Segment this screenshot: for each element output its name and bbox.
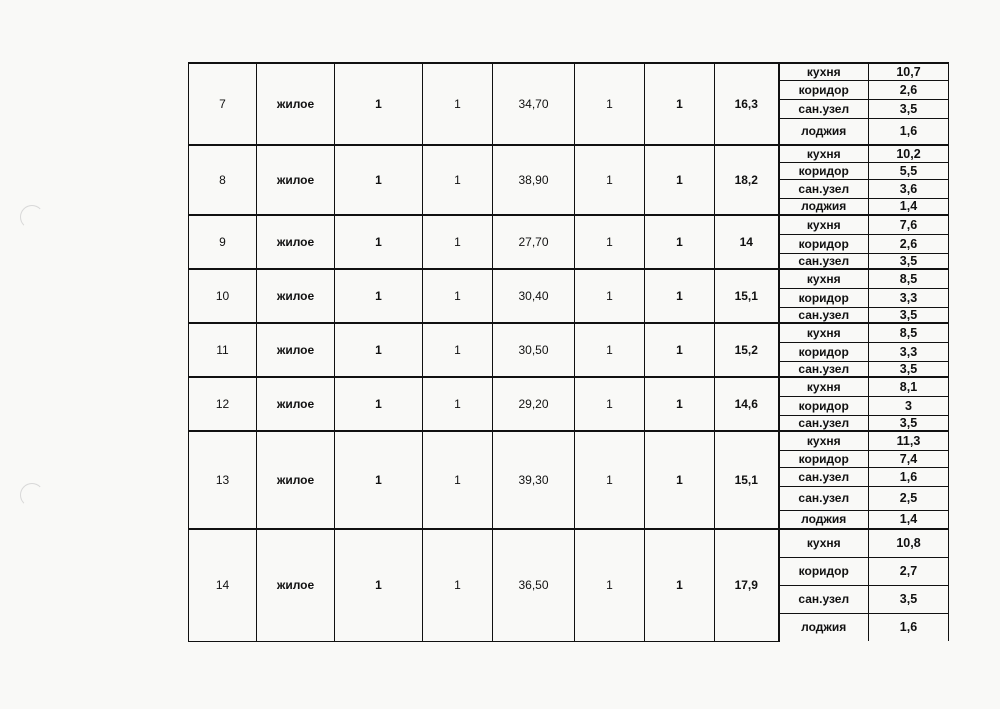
col6-value: 1	[575, 529, 645, 641]
table-row	[189, 215, 949, 234]
living-area: 15,2	[715, 323, 779, 377]
col6-value: 1	[575, 323, 645, 377]
room-area: 3,5	[869, 307, 949, 323]
total-area: 36,50	[493, 529, 575, 641]
room-name: сан.узел	[779, 585, 869, 613]
col7-value: 1	[645, 431, 715, 529]
apartment-number: 13	[189, 431, 257, 529]
col4-value: 1	[423, 431, 493, 529]
room-name: кухня	[779, 269, 869, 288]
room-name: кухня	[779, 63, 869, 80]
room-area: 3,5	[869, 361, 949, 377]
apartment-type: жилое	[257, 63, 335, 145]
apartment-type: жилое	[257, 145, 335, 215]
room-name: лоджия	[779, 198, 869, 215]
room-name: коридор	[779, 396, 869, 415]
punch-hole-top	[20, 205, 44, 229]
room-area: 11,3	[869, 431, 949, 450]
room-area: 2,6	[869, 234, 949, 253]
room-area: 8,5	[869, 323, 949, 342]
punch-hole-bottom	[20, 483, 44, 507]
living-area: 15,1	[715, 269, 779, 323]
table-row	[189, 431, 949, 450]
room-name: коридор	[779, 80, 869, 99]
total-area: 30,50	[493, 323, 575, 377]
col4-value: 1	[423, 377, 493, 431]
apartment-number: 10	[189, 269, 257, 323]
room-name: кухня	[779, 145, 869, 162]
apartment-number: 11	[189, 323, 257, 377]
table-row	[189, 323, 949, 342]
col7-value: 1	[645, 269, 715, 323]
apartment-type: жилое	[257, 431, 335, 529]
room-area: 1,6	[869, 118, 949, 145]
apartment-type: жилое	[257, 529, 335, 641]
room-area: 1,4	[869, 510, 949, 529]
room-name: коридор	[779, 234, 869, 253]
col7-value: 1	[645, 145, 715, 215]
room-name: коридор	[779, 450, 869, 467]
living-area: 17,9	[715, 529, 779, 641]
room-name: коридор	[779, 342, 869, 361]
apartment-number: 8	[189, 145, 257, 215]
apartments-table	[188, 62, 949, 642]
col7-value: 1	[645, 215, 715, 269]
col4-value: 1	[423, 63, 493, 145]
room-name: сан.узел	[779, 361, 869, 377]
table-row	[189, 269, 949, 288]
table-row	[189, 377, 949, 396]
table-row	[189, 145, 949, 162]
room-area: 3,3	[869, 288, 949, 307]
room-area: 3	[869, 396, 949, 415]
room-name: коридор	[779, 162, 869, 179]
total-area: 38,90	[493, 145, 575, 215]
room-name: лоджия	[779, 510, 869, 529]
room-area: 7,6	[869, 215, 949, 234]
room-name: кухня	[779, 323, 869, 342]
col3-value: 1	[335, 529, 423, 641]
col7-value: 1	[645, 377, 715, 431]
room-name: сан.узел	[779, 486, 869, 510]
col6-value: 1	[575, 431, 645, 529]
room-area: 5,5	[869, 162, 949, 179]
living-area: 18,2	[715, 145, 779, 215]
col3-value: 1	[335, 215, 423, 269]
room-area: 10,2	[869, 145, 949, 162]
col7-value: 1	[645, 323, 715, 377]
room-area: 3,5	[869, 415, 949, 431]
col3-value: 1	[335, 269, 423, 323]
total-area: 39,30	[493, 431, 575, 529]
apartment-number: 14	[189, 529, 257, 641]
col3-value: 1	[335, 431, 423, 529]
room-area: 3,5	[869, 585, 949, 613]
total-area: 34,70	[493, 63, 575, 145]
room-name: сан.узел	[779, 179, 869, 198]
col4-value: 1	[423, 215, 493, 269]
room-area: 7,4	[869, 450, 949, 467]
col4-value: 1	[423, 145, 493, 215]
col6-value: 1	[575, 269, 645, 323]
apartment-type: жилое	[257, 215, 335, 269]
col3-value: 1	[335, 63, 423, 145]
apartment-type: жилое	[257, 323, 335, 377]
col6-value: 1	[575, 145, 645, 215]
col6-value: 1	[575, 63, 645, 145]
col4-value: 1	[423, 269, 493, 323]
living-area: 14,6	[715, 377, 779, 431]
room-area: 1,6	[869, 467, 949, 486]
room-name: коридор	[779, 557, 869, 585]
apartment-number: 7	[189, 63, 257, 145]
room-name: кухня	[779, 529, 869, 557]
room-area: 10,8	[869, 529, 949, 557]
room-area: 3,5	[869, 253, 949, 269]
table-row	[189, 63, 949, 80]
living-area: 15,1	[715, 431, 779, 529]
apartment-type: жилое	[257, 269, 335, 323]
room-area: 1,6	[869, 613, 949, 641]
room-area: 2,6	[869, 80, 949, 99]
col7-value: 1	[645, 63, 715, 145]
room-area: 1,4	[869, 198, 949, 215]
col6-value: 1	[575, 215, 645, 269]
room-name: кухня	[779, 377, 869, 396]
room-name: сан.узел	[779, 99, 869, 118]
apartment-number: 9	[189, 215, 257, 269]
room-area: 10,7	[869, 63, 949, 80]
room-name: сан.узел	[779, 253, 869, 269]
room-area: 3,3	[869, 342, 949, 361]
living-area: 14	[715, 215, 779, 269]
room-area: 8,1	[869, 377, 949, 396]
room-name: лоджия	[779, 613, 869, 641]
room-name: лоджия	[779, 118, 869, 145]
col4-value: 1	[423, 323, 493, 377]
total-area: 29,20	[493, 377, 575, 431]
total-area: 30,40	[493, 269, 575, 323]
room-area: 2,7	[869, 557, 949, 585]
apartment-number: 12	[189, 377, 257, 431]
col3-value: 1	[335, 377, 423, 431]
room-name: коридор	[779, 288, 869, 307]
room-area: 8,5	[869, 269, 949, 288]
room-name: сан.узел	[779, 467, 869, 486]
col7-value: 1	[645, 529, 715, 641]
col4-value: 1	[423, 529, 493, 641]
room-name: сан.узел	[779, 307, 869, 323]
apartment-type: жилое	[257, 377, 335, 431]
col3-value: 1	[335, 145, 423, 215]
table-row	[189, 529, 949, 557]
room-area: 3,6	[869, 179, 949, 198]
total-area: 27,70	[493, 215, 575, 269]
col6-value: 1	[575, 377, 645, 431]
room-area: 2,5	[869, 486, 949, 510]
room-area: 3,5	[869, 99, 949, 118]
col3-value: 1	[335, 323, 423, 377]
room-name: сан.узел	[779, 415, 869, 431]
room-name: кухня	[779, 431, 869, 450]
living-area: 16,3	[715, 63, 779, 145]
room-name: кухня	[779, 215, 869, 234]
